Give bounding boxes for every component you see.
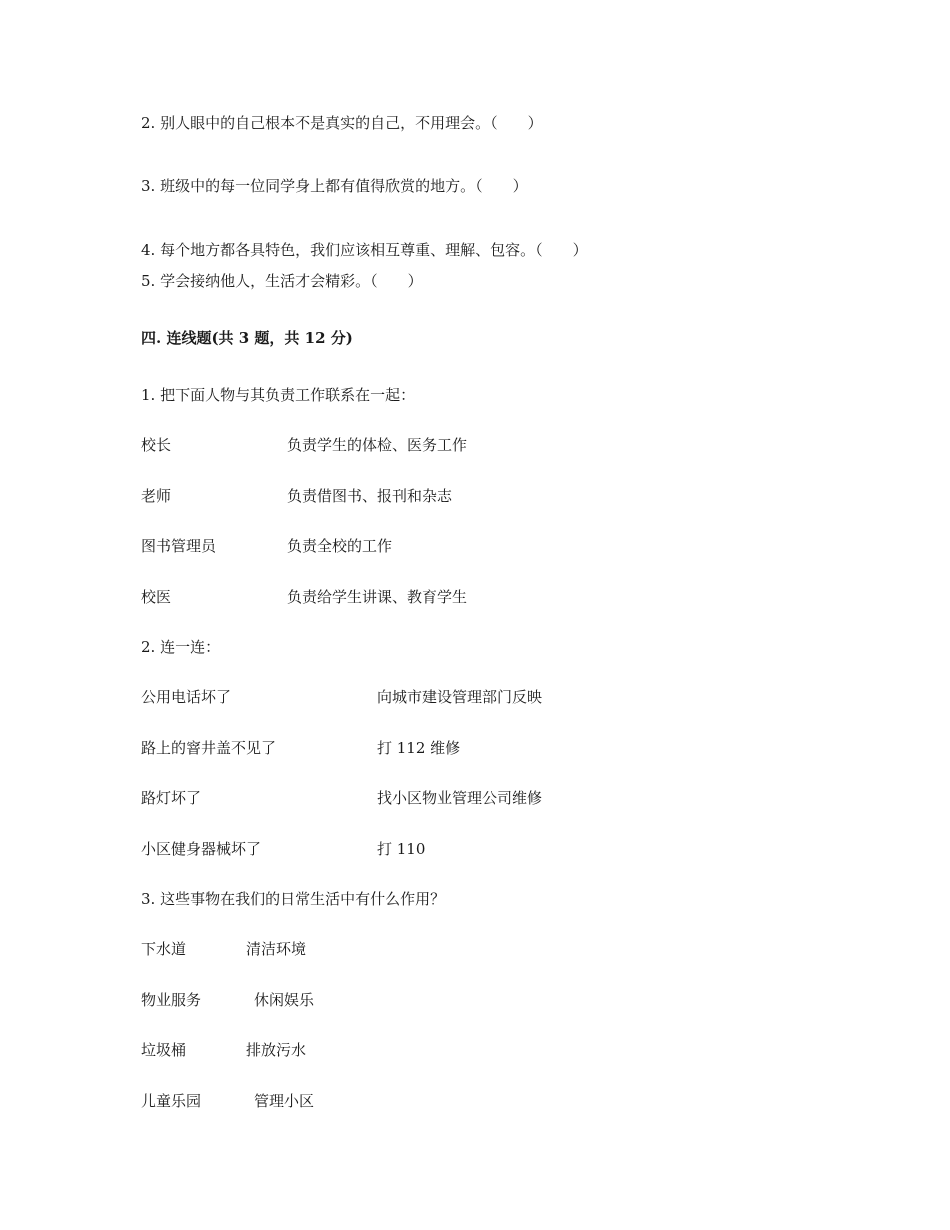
tf-item-3: 3. 班级中的每一位同学身上都有值得欣赏的地方。（ ）	[141, 177, 528, 195]
tf-item-2: 2. 别人眼中的自己根本不是真实的自己，不用理会。（ ）	[141, 114, 543, 132]
tf-item-5: 5. 学会接纳他人，生活才会精彩。（ ）	[141, 272, 423, 290]
q1-left-item: 图书管理员	[141, 537, 217, 555]
q2-left-item: 小区健身器械坏了	[141, 840, 262, 858]
q3-left-item: 儿童乐园	[141, 1092, 202, 1110]
q1-right-item: 负责给学生讲课、教育学生	[287, 588, 468, 606]
q2-right-item: 打 110	[377, 840, 426, 858]
q3-right-item: 清洁环境	[246, 940, 307, 958]
q3-prompt: 3. 这些事物在我们的日常生活中有什么作用？	[141, 890, 446, 908]
q2-left-item: 路上的窨井盖不见了	[141, 739, 277, 757]
q1-left-item: 校长	[141, 436, 172, 454]
q1-left-item: 老师	[141, 487, 172, 505]
q3-left-item: 垃圾桶	[141, 1041, 187, 1059]
tf-item-4: 4. 每个地方都各具特色，我们应该相互尊重、理解、包容。（ ）	[141, 241, 588, 259]
q2-left-item: 公用电话坏了	[141, 688, 232, 706]
q2-right-item: 找小区物业管理公司维修	[377, 789, 543, 807]
q3-left-item: 物业服务	[141, 991, 202, 1009]
q1-right-item: 负责学生的体检、医务工作	[287, 436, 468, 454]
q3-right-item: 排放污水	[246, 1041, 307, 1059]
q1-left-item: 校医	[141, 588, 172, 606]
section-heading: 四. 连线题(共 3 题，共 12 分)	[141, 329, 353, 347]
q1-right-item: 负责全校的工作	[287, 537, 393, 555]
q2-right-item: 打 112 维修	[377, 739, 461, 757]
q3-left-item: 下水道	[141, 940, 187, 958]
q1-right-item: 负责借图书、报刊和杂志	[287, 487, 453, 505]
q1-prompt: 1. 把下面人物与其负责工作联系在一起：	[141, 386, 416, 404]
q2-right-item: 向城市建设管理部门反映	[377, 688, 543, 706]
q2-left-item: 路灯坏了	[141, 789, 202, 807]
q3-right-item: 休闲娱乐	[254, 991, 315, 1009]
q3-right-item: 管理小区	[254, 1092, 315, 1110]
q2-prompt: 2. 连一连：	[141, 638, 221, 656]
